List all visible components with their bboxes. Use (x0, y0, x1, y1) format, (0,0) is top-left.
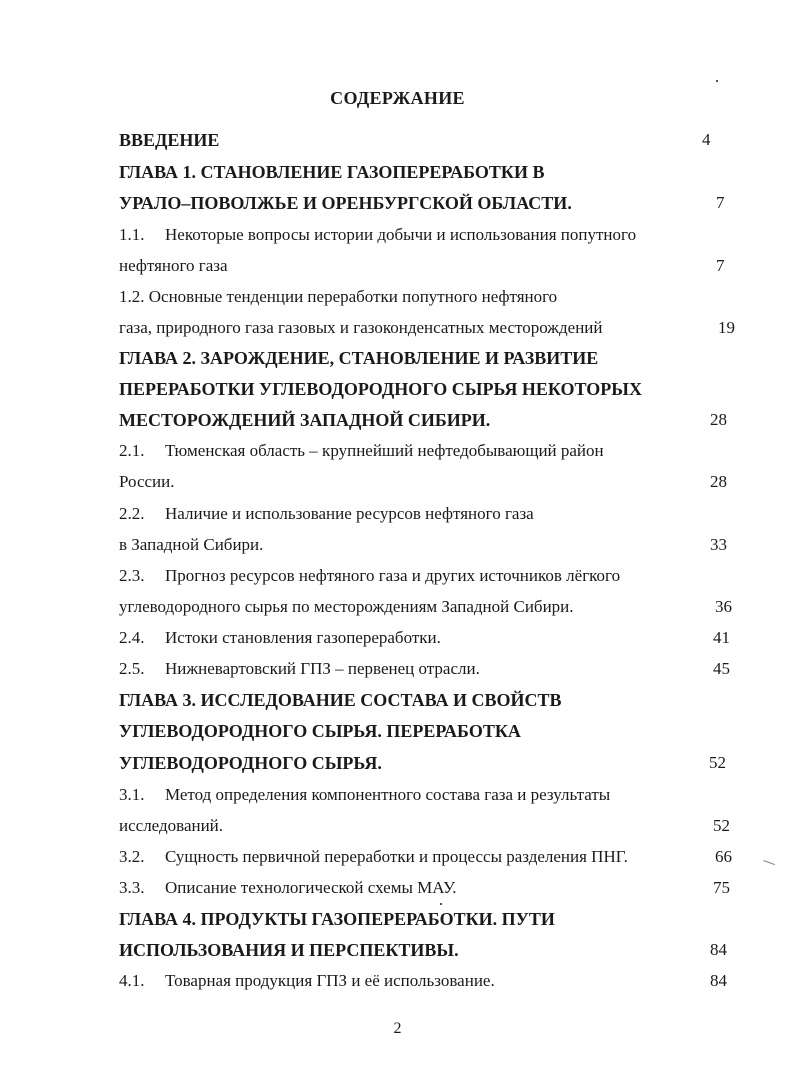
toc-entry-section-3-1-cont: исследований. (119, 816, 224, 835)
section-number: 2.1. (119, 441, 145, 460)
toc-page-number: 19 (718, 318, 735, 337)
toc-page-number: 84 (710, 971, 727, 990)
toc-entry-section-2-4 (119, 627, 441, 649)
toc-entry-section-4-1 (119, 970, 495, 992)
toc-entry-chapter-3-cont: УГЛЕВОДОРОДНОГО СЫРЬЯ. (119, 753, 382, 773)
toc-page-number: 84 (710, 940, 727, 959)
toc-entry-section-1-2-cont: газа, природного газа газовых и газоконденсатных месторождений (119, 318, 603, 337)
section-label: Метод определения компонентного состава газа и результаты (165, 785, 611, 804)
toc-entry-chapter-4: ГЛАВА 4. ПРОДУКТЫ ГАЗОПЕРЕРАБОТКИ. ПУТИ (119, 909, 555, 929)
section-label: Наличие и использование ресурсов нефтяного газа (165, 504, 534, 523)
toc-entry-section-3-1 (119, 784, 610, 806)
toc-entry-section-2-2-cont: в Западной Сибири. (119, 535, 264, 554)
toc-title: СОДЕРЖАНИЕ (330, 88, 465, 108)
toc-page-number: 33 (710, 535, 727, 554)
section-label: Тюменская область – крупнейший нефтедобывающий район (165, 441, 604, 460)
section-label: Нижневартовский ГПЗ – первенец отрасли. (165, 659, 480, 678)
toc-entry-section-1-2: 1.2. Основные тенденции переработки попутного нефтяного (119, 287, 558, 306)
scan-speck (716, 80, 718, 82)
toc-entry-chapter-2-cont: МЕСТОРОЖДЕНИЙ ЗАПАДНОЙ СИБИРИ. (119, 410, 491, 430)
section-label: Сущность первичной переработки и процессы разделения ПНГ. (165, 847, 628, 866)
toc-entry-section-3-3 (119, 877, 457, 899)
toc-entry-section-1-1 (119, 224, 636, 246)
toc-page-number: 66 (715, 847, 732, 866)
toc-page-number: 7 (716, 193, 725, 212)
toc-page-number: 52 (713, 816, 730, 835)
scan-speck (440, 903, 442, 905)
section-label: Описание технологической схемы МАУ. (165, 878, 457, 897)
toc-entry-chapter-4-cont: ИСПОЛЬЗОВАНИЯ И ПЕРСПЕКТИВЫ. (119, 940, 459, 960)
section-number: 3.1. (119, 785, 145, 804)
toc-entry-chapter-3-cont: УГЛЕВОДОРОДНОГО СЫРЬЯ. ПЕРЕРАБОТКА (119, 721, 521, 741)
toc-entry-chapter-3: ГЛАВА 3. ИССЛЕДОВАНИЕ СОСТАВА И СВОЙСТВ (119, 690, 562, 710)
section-number: 1.1. (119, 225, 145, 244)
section-number: 2.2. (119, 504, 145, 523)
toc-entry-section-3-2 (119, 846, 628, 868)
section-number: 2.4. (119, 628, 145, 647)
toc-page-number: 75 (713, 878, 730, 897)
toc-entry-chapter-1: ГЛАВА 1. СТАНОВЛЕНИЕ ГАЗОПЕРЕРАБОТКИ В (119, 162, 545, 182)
section-number: 2.5. (119, 659, 145, 678)
toc-entry-section-2-2 (119, 503, 534, 525)
scan-speck (763, 860, 775, 865)
section-label: Товарная продукция ГПЗ и её использование. (165, 971, 495, 990)
toc-page-number: 4 (702, 130, 711, 149)
toc-entry-chapter-1-cont: УРАЛО–ПОВОЛЖЬЕ И ОРЕНБУРГСКОЙ ОБЛАСТИ. (119, 193, 572, 213)
toc-entry-section-2-1-cont: России. (119, 472, 175, 491)
toc-entry-section-2-5 (119, 658, 480, 680)
toc-page-number: 45 (713, 659, 730, 678)
section-label: Прогноз ресурсов нефтяного газа и других источников лёгкого (165, 566, 621, 585)
section-number: 2.3. (119, 566, 145, 585)
section-number: 4.1. (119, 971, 145, 990)
toc-page-number: 28 (710, 472, 727, 491)
toc-entry-section-1-1-cont: нефтяного газа (119, 256, 228, 275)
toc-page-number: 52 (709, 753, 726, 772)
section-number: 3.2. (119, 847, 145, 866)
page-number-footer: 2 (393, 1020, 402, 1037)
toc-entry-chapter-2-cont: ПЕРЕРАБОТКИ УГЛЕВОДОРОДНОГО СЫРЬЯ НЕКОТОРЫХ (119, 379, 642, 399)
toc-entry-introduction: ВВЕДЕНИЕ (119, 130, 220, 150)
toc-entry-section-2-1 (119, 440, 604, 462)
toc-page-number: 41 (713, 628, 730, 647)
toc-entry-section-2-3 (119, 565, 620, 587)
section-label: Некоторые вопросы истории добычи и использования попутного (165, 225, 637, 244)
toc-page-number: 7 (716, 256, 725, 275)
section-number: 3.3. (119, 878, 145, 897)
toc-entry-chapter-2: ГЛАВА 2. ЗАРОЖДЕНИЕ, СТАНОВЛЕНИЕ И РАЗВИТИЕ (119, 348, 599, 368)
toc-page-number: 28 (710, 410, 727, 429)
toc-page-number: 36 (715, 597, 732, 616)
toc-entry-section-2-3-cont: углеводородного сырья по месторождениям Западной Сибири. (119, 597, 574, 616)
section-label: Истоки становления газопереработки. (165, 628, 441, 647)
